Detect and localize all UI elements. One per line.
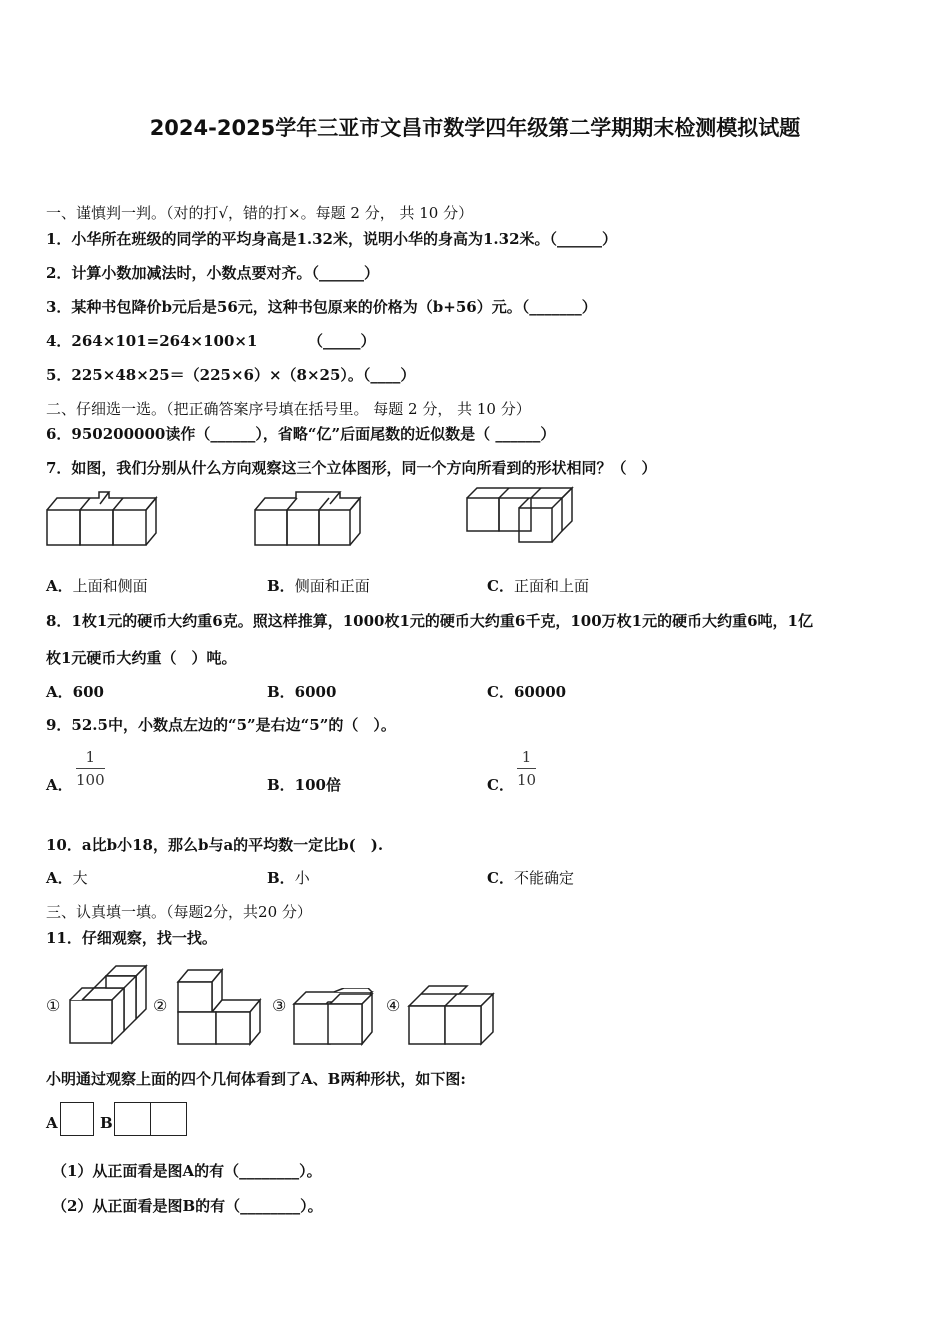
question-4: 4．264×101=264×100×1	[46, 332, 258, 350]
shape-b-square-left	[114, 1102, 151, 1136]
question-8-line-1: 8．1枚1元的硬币大约重6克。照这样推算，1000枚1元的硬币大约重6千克，100万枚1元的硬币大约重6吨，1亿	[46, 612, 813, 630]
q7-option-c-label: C．	[487, 577, 514, 595]
question-11-description: 小明通过观察上面的四个几何体看到了A、B两种形状，如下图:	[46, 1070, 466, 1088]
section-3-heading: 三、认真填一填。（每题2分，共20 分）	[46, 903, 312, 921]
q7-figure-3	[464, 486, 576, 546]
question-4-blank: （_____）	[308, 332, 376, 350]
q11-figure-1	[66, 964, 150, 1046]
q7-figure-1	[44, 486, 158, 548]
page-title: 2024-2025学年三亚市文昌市数学四年级第二学期期末检测模拟试题	[149, 116, 801, 140]
q10-option-a-label: A．	[46, 869, 73, 887]
question-7: 7．如图，我们分别从什么方向观察这三个立体图形，同一个方向所看到的形状相同？（ ）	[46, 459, 657, 477]
q8-option-c[interactable]: C．60000	[487, 683, 567, 701]
q7-option-c-text: 正面和上面	[513, 577, 589, 595]
q11-figure-4	[405, 982, 497, 1048]
q9-option-a-fraction	[76, 748, 105, 789]
q9-option-a-denominator: 100	[76, 771, 105, 789]
q7-option-b[interactable]	[267, 575, 370, 596]
q11-figure-2	[174, 966, 266, 1048]
q10-option-c-label: C．	[487, 869, 514, 887]
question-3: 3．某种书包降价b元后是56元，这种书包原来的价格为（b+56）元。（_______）	[46, 298, 597, 316]
q9-option-b[interactable]: B．100倍	[267, 776, 341, 794]
q8-option-b[interactable]: B．6000	[267, 683, 337, 701]
shape-b-square-right	[150, 1102, 187, 1136]
q9-option-c-fraction	[517, 748, 536, 789]
q10-option-c-text: 不能确定	[513, 869, 574, 887]
q7-option-a-text: 上面和侧面	[72, 577, 148, 595]
figure-label-4: ④	[386, 996, 401, 1015]
question-1: 1．小华所在班级的同学的平均身高是1.32米，说明小华的身高为1.32米。（______）	[46, 230, 618, 248]
sub-question-1: （1）从正面看是图A的有（________）。	[52, 1162, 322, 1180]
question-5: 5．225×48×25＝（225×6）×（8×25）。（____）	[46, 366, 416, 384]
q10-option-b-text: 小	[294, 869, 310, 887]
q7-option-a[interactable]	[46, 575, 148, 596]
figure-label-1: ①	[46, 996, 61, 1015]
section-2-heading: 二、仔细选一选。（把正确答案序号填在括号里。 每题 2 分， 共 10 分）	[46, 400, 531, 418]
q9-option-c-denominator: 10	[517, 771, 537, 789]
question-8-line-2: 枚1元硬币大约重（ ）吨。	[46, 649, 237, 667]
q7-figure-2	[252, 486, 362, 548]
q10-option-c[interactable]	[487, 867, 574, 888]
sub-question-2: （2）从正面看是图B的有（________）。	[52, 1197, 323, 1215]
figure-label-3: ③	[272, 996, 287, 1015]
shape-a-label: A	[46, 1114, 58, 1132]
question-9: 9．52.5中，小数点左边的“5”是右边“5”的（ ）。	[46, 716, 396, 734]
q7-option-b-text: 侧面和正面	[294, 577, 370, 595]
q7-option-c[interactable]	[487, 575, 589, 596]
q9-option-a-numerator: 1	[85, 748, 96, 766]
q7-option-b-label: B．	[267, 577, 295, 595]
question-11: 11．仔细观察，找一找。	[46, 929, 217, 947]
q9-option-c-label[interactable]: C．	[487, 776, 514, 794]
q9-option-c-numerator: 1	[521, 748, 532, 766]
q10-option-a-text: 大	[72, 869, 88, 887]
figure-label-2: ②	[153, 996, 168, 1015]
q10-option-b[interactable]	[267, 867, 310, 888]
question-2: 2．计算小数加减法时，小数点要对齐。（______）	[46, 264, 379, 282]
q9-option-a-label[interactable]: A．	[46, 776, 73, 794]
question-6: 6．950200000读作（______），省略“亿”后面尾数的近似数是（ ______）	[46, 425, 556, 443]
section-1-heading: 一、谨慎判一判。（对的打√，错的打×。每题 2 分， 共 10 分）	[46, 204, 474, 222]
q7-option-a-label: A．	[46, 577, 73, 595]
q8-option-a[interactable]: A．600	[46, 683, 104, 701]
q10-option-b-label: B．	[267, 869, 295, 887]
q10-option-a[interactable]	[46, 867, 88, 888]
q11-figure-3	[290, 988, 376, 1048]
shape-a-square	[60, 1102, 94, 1136]
question-10: 10．a比b小18，那么b与a的平均数一定比b( ).	[46, 836, 384, 854]
shape-b-label: B	[100, 1114, 113, 1132]
